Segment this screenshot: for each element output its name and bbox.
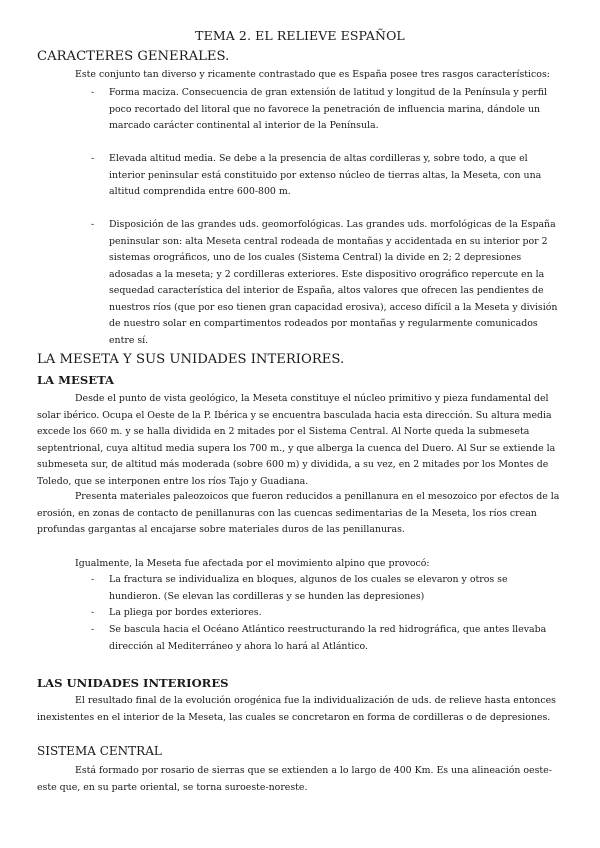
sistema-central-heading: SISTEMA CENTRAL: [37, 744, 162, 758]
caracteres-intro: Este conjunto tan diverso y ricamente contrastado que es España posee tres rasgos característicos:: [75, 69, 550, 80]
unidades-paragraph: El resultado final de la evolución orogénica fue la individualización de uds. de relieve hasta entonces inexistentes en el interior de la Meseta, las cuales se concretaron en forma de cordilleras o de depresiones.: [37, 695, 556, 723]
meseta-bullet-2: La pliega por bordes exteriores.: [109, 607, 262, 618]
meseta-subheading: LA MESETA: [37, 373, 115, 387]
bullet-dash: -: [91, 219, 95, 230]
bullet-dash: -: [91, 574, 95, 585]
meseta-paragraph-1: Desde el punto de vista geológico, la Meseta constituye el núcleo primitivo y pieza fundamental del solar ibérico. Ocupa el Oeste de la P. Ibérica y se encuentra basculada hacia esta dirección. Su altura media excede los 660 m. y se halla dividida en 2 mitades por el Sistema Central. Al Norte queda la submeseta septentrional, cuya altitud media supera los 700 m., y que alberga la cuenca del Duero. Al Sur se extiende la submeseta sur, de altitud más moderada (sobre 600 m) y dividida, a su vez, en 2 mitades por los Montes de Toledo, que se interponen entre los ríos Tajo y Guadiana.: [37, 393, 556, 487]
bullet-dash: -: [91, 87, 95, 98]
caracteres-heading: CARACTERES GENERALES.: [37, 49, 230, 64]
meseta-paragraph-3: Igualmente, la Meseta fue afectada por el movimiento alpino que provocó:: [75, 558, 430, 569]
meseta-bullet-1: La fractura se individualiza en bloques, algunos de los cuales se elevaron y otros se hundieron. (Se elevan las cordilleras y se hunden las depresiones): [109, 574, 508, 602]
meseta-section-heading: LA MESETA Y SUS UNIDADES INTERIORES.: [37, 352, 345, 367]
bullet-dash: -: [91, 607, 95, 618]
document-title: TEMA 2. EL RELIEVE ESPAÑOL: [195, 28, 405, 43]
meseta-bullet-3: Se bascula hacia el Océano Atlántico reestructurando la red hidrográfica, que antes llevaba dirección al Mediterráneo y ahora lo hará al Atlántico.: [109, 624, 547, 652]
caracteres-bullet-2: Elevada altitud media. Se debe a la presencia de altas cordilleras y, sobre todo, a que el interior peninsular está constituido por extenso núcleo de tierras altas, la Meseta, con una altitud comprendida entre 600-800 m.: [109, 153, 542, 197]
sistema-central-paragraph: Está formado por rosario de sierras que se extienden a lo largo de 400 Km. Es una alineación oeste-este que, en su parte oriental, se torna suroeste-noreste.: [37, 765, 552, 793]
bullet-dash: -: [91, 624, 95, 635]
unidades-heading: LAS UNIDADES INTERIORES: [37, 676, 229, 690]
caracteres-bullet-1: Forma maciza. Consecuencia de gran extensión de latitud y longitud de la Península y perfil poco recortado del litoral que no favorece la penetración de influencia marina, dándole un marcado carácter continental al interior de la Península.: [109, 87, 547, 131]
meseta-paragraph-2: Presenta materiales paleozoicos que fueron reducidos a penillanura en el mesozoico por efectos de la erosión, en zonas de contacto de penillanuras con las cuencas sedimentarias de la Meseta, los ríos crean profundas gargantas al encajarse sobre materiales duros de las penillanuras.: [37, 491, 560, 535]
bullet-dash: -: [91, 153, 95, 164]
caracteres-bullet-3: Disposición de las grandes uds. geomorfológicas. Las grandes uds. morfológicas de la España peninsular son: alta Meseta central rodeada de montañas y accidentada en su interior por 2 sistemas orográficos, uno de los cuales (Sistema Central) la divide en 2; 2 depresiones adosadas a la meseta; y 2 cordilleras exteriores. Este dispositivo orográfico repercute en la sequedad característica del interior de España, altos valores que ofrecen las pendientes de nuestros ríos (que por eso tienen gran capacidad erosiva), acceso difícil a la Meseta y división de nuestro solar en compartimentos rodeados por montañas y regularmente comunicados entre sí.: [109, 219, 558, 346]
